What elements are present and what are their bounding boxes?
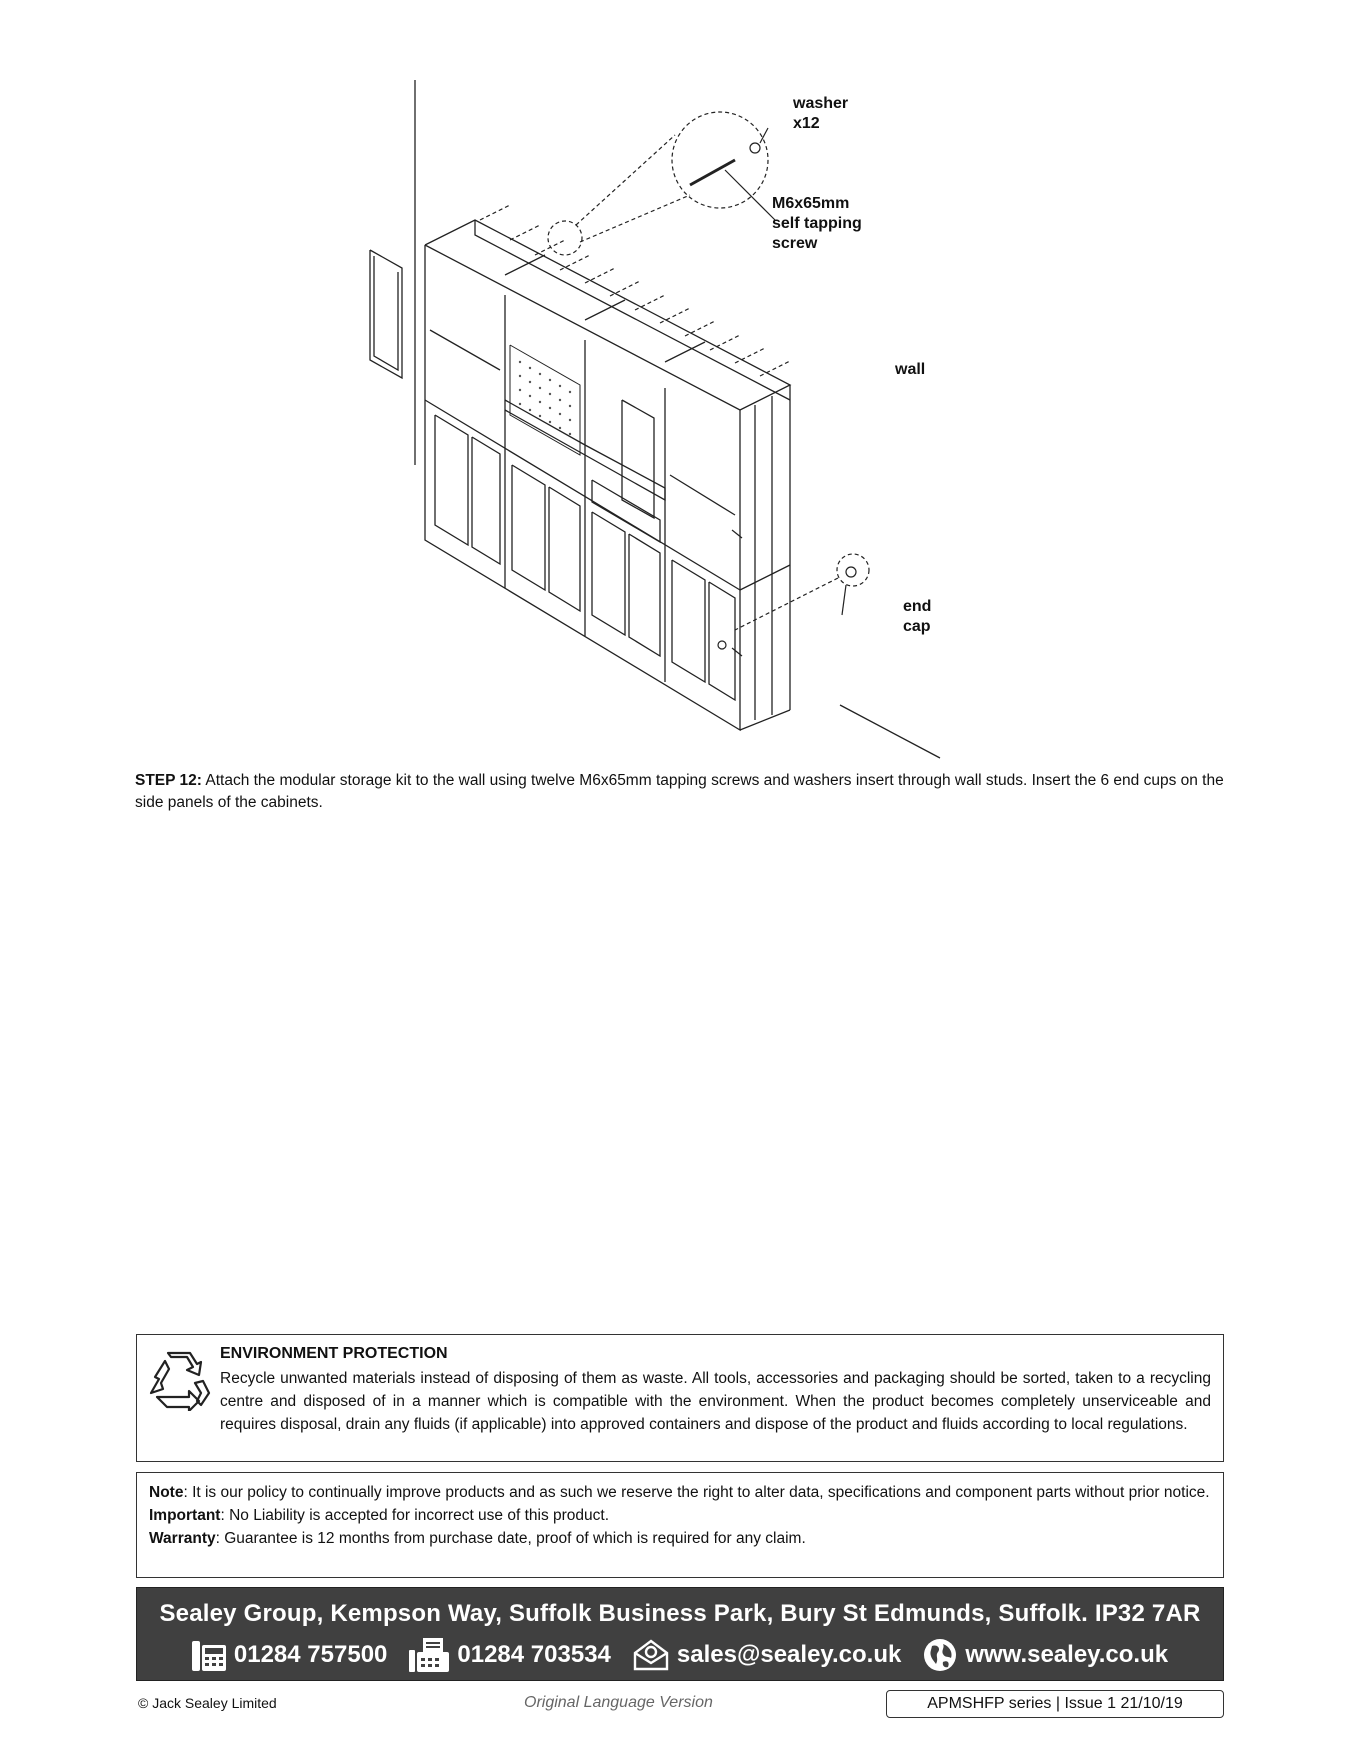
important-text: : No Liability is accepted for incorrect use of this product. [220, 1507, 610, 1524]
model-issue-box: APMSHFP series | Issue 1 21/10/19 [886, 1690, 1224, 1718]
step-text: Attach the modular storage kit to the wall using twelve M6x65mm tapping screws and washers insert through wall studs. Insert the 6 end cups on the side panels of the cabinets. [135, 772, 1224, 811]
fax-icon [409, 1638, 449, 1672]
language-version: Original Language Version [524, 1694, 713, 1711]
note-paragraph [149, 1481, 1211, 1504]
screw-label-line1: M6x65mm [772, 195, 850, 212]
copyright-text: © Jack Sealey Limited [138, 1695, 277, 1711]
cabinet-assembly-illustration [360, 70, 1000, 760]
end-cap-label-line1: end [903, 598, 932, 615]
phone-number: 01284 757500 [233, 1641, 388, 1668]
fax-number: 01284 703534 [457, 1641, 611, 1668]
environment-text: Recycle unwanted materials instead of disposing of them as waste. All tools, accessories and packaging should be sorted, taken to a recycling centre and disposed of in a manner which is compatible with the environment. When the product becomes completely unserviceable and requires disposal, drain any fluids (if applicable) into approved containers and dispose of the product and fluids according to local regulations. [220, 1370, 1211, 1433]
environment-protection-box [136, 1334, 1224, 1462]
environment-title: ENVIRONMENT PROTECTION [220, 1345, 448, 1362]
washer-label: washer [793, 95, 849, 112]
screw-label-line2: self tapping [772, 215, 862, 232]
important-paragraph [149, 1504, 1211, 1527]
wall-label: wall [895, 361, 926, 378]
screw-label-line3: screw [772, 235, 818, 252]
email-address[interactable]: sales@sealey.co.uk [676, 1641, 902, 1668]
warranty-label: Warranty [149, 1530, 216, 1547]
globe-icon [923, 1638, 957, 1672]
washer-quantity-label: x12 [793, 115, 820, 132]
email-icon [633, 1639, 669, 1671]
warranty-text: : Guarantee is 12 months from purchase date, proof of which is required for any claim. [215, 1530, 806, 1547]
step-instruction [135, 770, 1225, 814]
note-box [136, 1472, 1224, 1578]
step-number: STEP 12: [135, 772, 202, 789]
warranty-paragraph [149, 1527, 1211, 1550]
email-contact[interactable] [633, 1639, 901, 1671]
company-address: Sealey Group, Kempson Way, Suffolk Business Park, Bury St Edmunds, Suffolk. IP32 7AR [159, 1600, 1201, 1627]
contact-row [137, 1638, 1223, 1672]
phone-contact [192, 1639, 388, 1671]
recycle-icon [147, 1349, 211, 1411]
phone-icon [192, 1639, 226, 1671]
assembly-diagram [360, 70, 1000, 760]
note-text: : It is our policy to continually improve products and as such we reserve the right to alter data, specifications and component parts without prior notice. [183, 1484, 1210, 1501]
contact-banner [136, 1587, 1224, 1681]
website-url[interactable]: www.sealey.co.uk [965, 1641, 1169, 1668]
important-label: Important [149, 1507, 221, 1524]
end-cap-label-line2: cap [903, 618, 931, 635]
note-label: Note [149, 1484, 184, 1501]
website-contact[interactable] [923, 1638, 1168, 1672]
fax-contact [409, 1638, 611, 1672]
